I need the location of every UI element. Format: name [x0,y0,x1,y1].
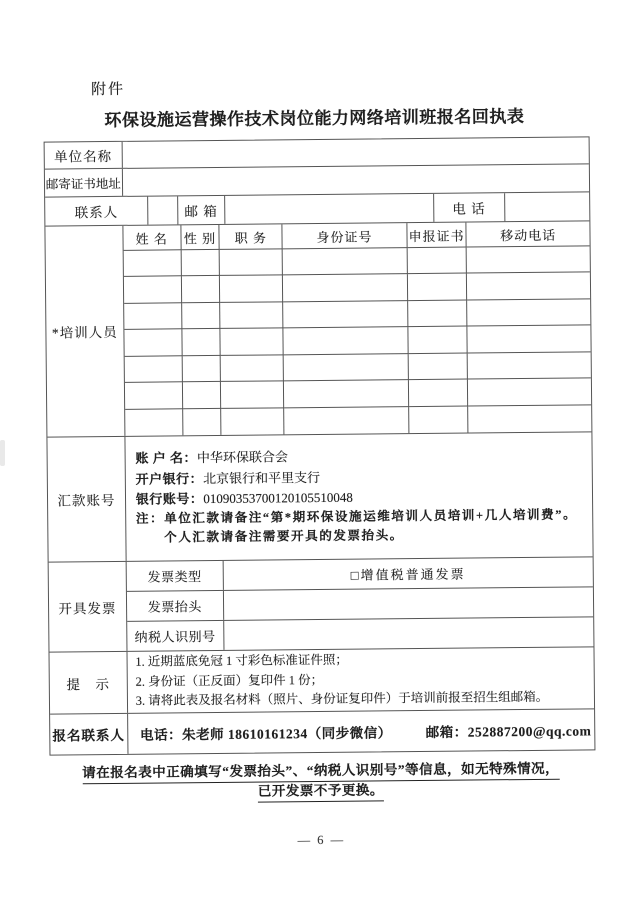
remittance-label: 汇款账号 [47,437,126,562]
trainee-empty-cell [124,277,182,304]
trainee-empty-cell [182,303,221,330]
registration-phone-value: 朱老师 18610161234（同步微信） [182,725,392,743]
footer-note-line2: 已开发票不予更换。 [258,781,384,802]
row-registration-contact [50,709,594,754]
invoice-type-row [126,557,592,591]
trainee-empty-cell [124,356,182,383]
tip-line-1: 1. 近期蓝底免冠 1 寸彩色标准证件照； [135,653,348,670]
taxpayer-id-value [224,617,594,650]
invoice-type-label: 发票类型 [126,561,223,591]
trainee-empty-cell [467,273,590,301]
phone-value [505,192,590,221]
trainee-empty-cell [220,249,283,276]
trainee-empty-cell [468,352,591,380]
mailing-address-label: 邮寄证书地址 [45,169,123,197]
trainee-col-header-mobile: 移动电话 [467,221,590,247]
row-trainees [45,221,591,437]
account-number-value: 01090353700120105510048 [203,489,353,506]
page-title: 环保设施运营操作技术岗位能力网络培训班报名回执表 [104,107,525,131]
contact-label: 联系人 [45,197,149,226]
trainee-empty-cell [407,248,467,275]
contact-value [148,196,178,224]
registration-contact-details [128,709,595,753]
trainee-col-header-id-number: 身份证号 [283,223,408,249]
unit-name-label: 单位名称 [45,142,123,169]
account-name-line [135,448,288,470]
row-tips [50,647,595,714]
account-number-line [136,487,353,509]
tip-line-3: 3. 请将此表及报名材料（照片、身份证复印件）于培训前报至招生组邮箱。 [135,689,549,708]
invoice-type-value: □增值税普通发票 [350,566,466,583]
trainee-empty-cell [468,299,591,327]
taxpayer-id-row [127,617,593,650]
trainee-empty-cell [408,353,468,380]
tip-line-2: 2. 身份证（正反面）复印件 1 份； [135,672,324,689]
registration-email-label: 邮箱： [425,724,468,740]
trainee-empty-cell [468,379,591,407]
registration-email [426,719,592,741]
trainee-empty-cell [125,382,183,409]
bank-label: 开户银行： [135,470,204,487]
trainee-empty-cell [222,408,285,435]
trainee-empty-cell [221,355,284,382]
trainee-empty-cell [221,381,284,408]
registration-form-table [44,136,596,755]
footer-note-line1: 请在报名表中正确填写“发票抬头”、“纳税人识别号”等信息，如无特殊情况， [82,760,559,784]
trainee-empty-cell [183,408,222,435]
trainee-empty-cell [181,250,220,277]
invoice-title-label: 发票抬头 [127,591,224,621]
trainee-empty-cell [123,250,181,277]
trainee-col-header-name: 姓 名 [123,225,181,251]
trainee-empty-cell [467,246,590,274]
remittance-details [125,432,592,560]
trainee-empty-cell [283,301,408,329]
trainee-empty-cell [283,275,408,303]
trainee-empty-cell [220,276,283,303]
footer-note [3,759,636,805]
email-label: 邮 箱 [178,196,225,224]
phone-label: 电 话 [434,193,505,222]
trainee-empty-cell [283,248,408,276]
remittance-note-line2: 个人汇款请备注需要开具的发票抬头。 [164,528,404,545]
trainee-col-header-gender: 性 别 [181,225,220,250]
trainee-empty-cell [409,380,469,407]
registration-phone-label: 电话： [140,727,183,743]
row-remittance [47,432,592,562]
trainee-empty-cell [182,329,221,356]
registration-contact-label: 报名联系人 [50,714,128,755]
account-number-label: 银行账号： [135,490,204,507]
invoice-label: 开具发票 [49,562,128,652]
trainee-empty-cell [182,356,221,383]
invoice-title-row [127,587,593,621]
tips-content [127,647,594,712]
registration-phone [140,721,392,743]
trainee-empty-cell [124,303,182,330]
trainee-empty-cell [409,406,469,433]
mailing-address-value [123,164,589,195]
invoice-sub-table [126,557,593,650]
trainee-grid [123,221,591,435]
trainee-empty-cell [408,327,468,354]
account-name-label: 账 户 名： [135,450,198,467]
attachment-label: 附件 [91,81,126,99]
trainee-empty-cell [182,382,221,409]
email-value [225,194,435,224]
trainees-label: *培训人员 [45,226,125,437]
trainee-empty-cell [408,274,468,301]
trainee-empty-cell [124,330,182,357]
trainee-col-header-certificate: 申报证书 [407,223,467,249]
trainee-empty-cell [181,276,220,303]
trainee-empty-cell [408,300,468,327]
unit-name-value [122,137,588,167]
trainee-empty-cell [469,405,592,433]
trainee-empty-cell [284,354,409,382]
scan-artifact [0,440,5,466]
taxpayer-id-label: 纳税人识别号 [127,621,224,651]
trainee-empty-cell [221,302,284,329]
row-invoice [49,557,594,652]
trainee-empty-cell [284,327,409,355]
bank-line [136,468,321,490]
trainee-empty-cell [221,329,284,356]
registration-email-value: 252887200@qq.com [467,723,592,740]
trainee-empty-cell [284,380,409,408]
trainee-empty-cell [125,409,183,436]
trainee-empty-cell [284,407,409,435]
bank-value: 北京银行和平里支行 [203,469,321,486]
tips-label: 提 示 [50,652,128,714]
page-number: — 6 — [297,832,346,848]
trainee-empty-cell [468,326,591,354]
invoice-title-value [224,587,594,620]
trainee-col-header-position: 职 务 [220,224,283,250]
account-name-value: 中华环保联合会 [196,449,289,466]
remittance-note-line1: 注：单位汇款请备注“第*期环保设施运维培训人员培训+几人培训费”。 [135,507,578,526]
